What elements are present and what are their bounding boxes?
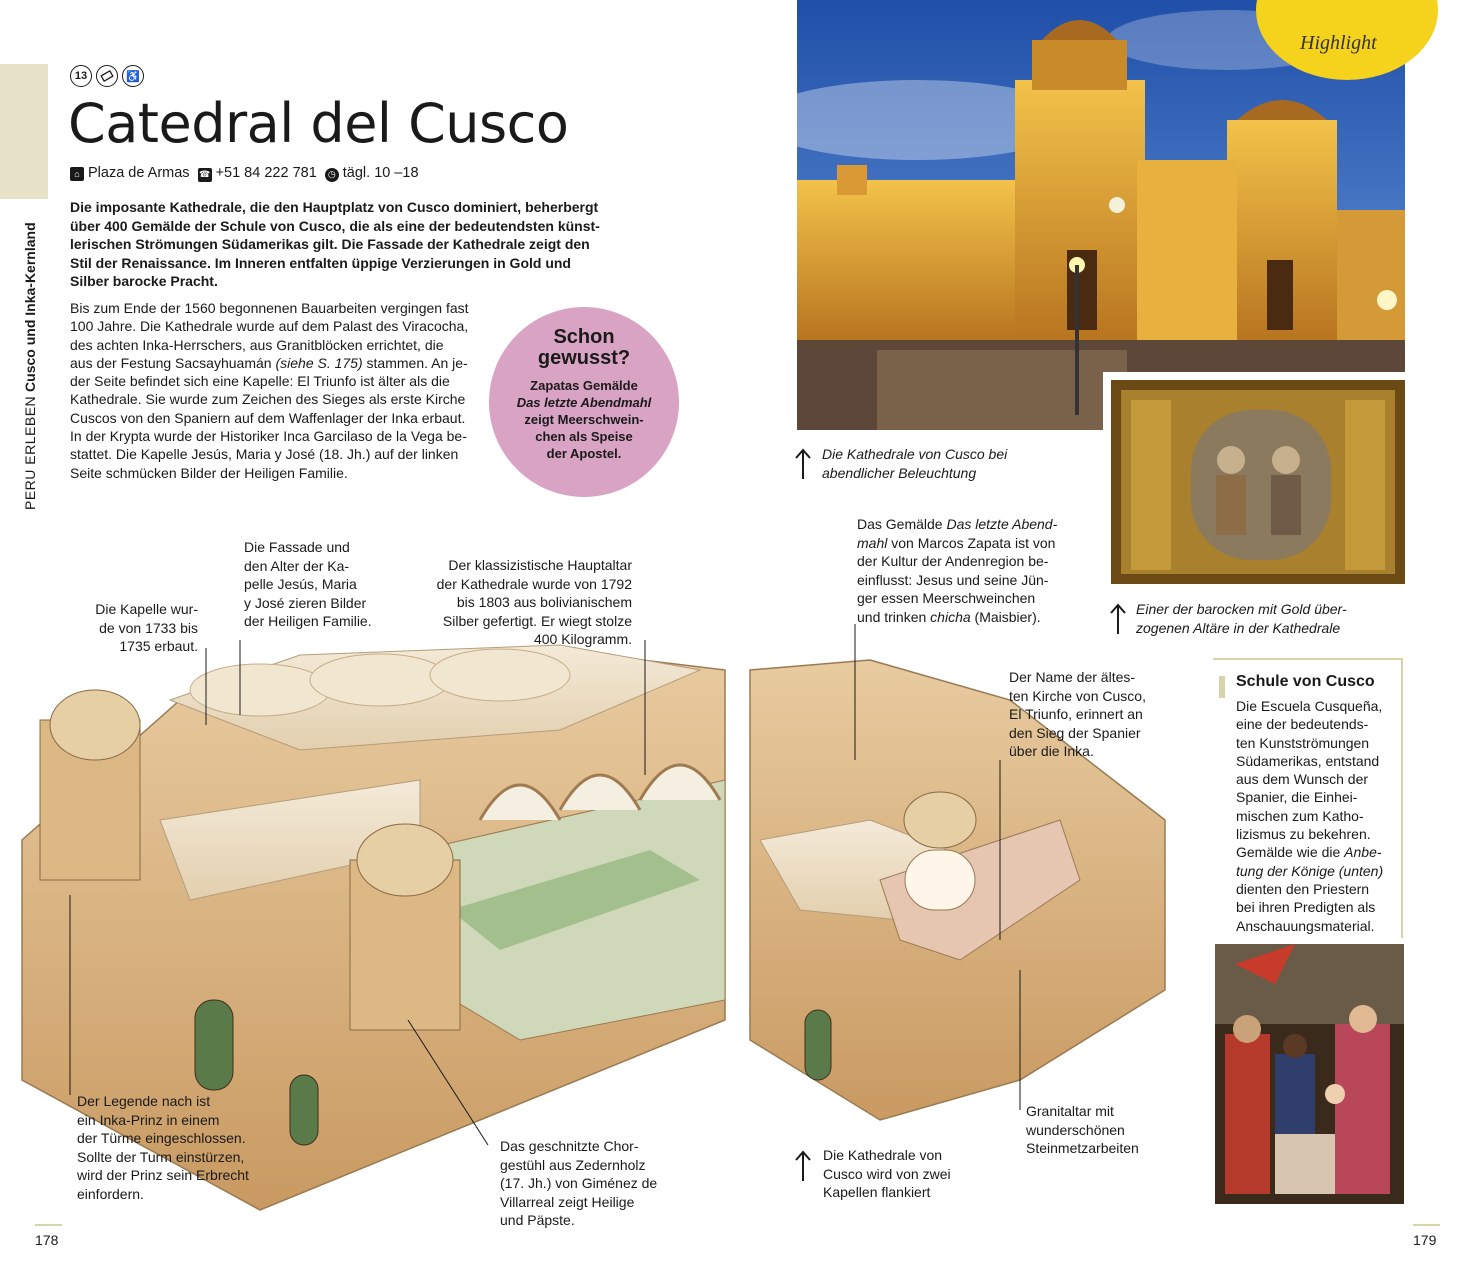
caption-line: Cusco wird von zwei [823, 1165, 951, 1182]
label-line: wunderschönen [1026, 1121, 1125, 1138]
body-line: stattet. Die Kapelle Jesús, Maria y José (18. Jh.) auf der linken [70, 446, 459, 463]
label-line: 400 Kilogramm. [533, 631, 632, 647]
arrow-up-icon [793, 1149, 813, 1183]
label-line: ger essen Meerschweinchen [857, 590, 1036, 606]
label-line: und Päpste. [500, 1212, 575, 1228]
label-line: 1735 erbaut. [119, 638, 198, 654]
label-line: Sollte der Turm einstürzen, [77, 1148, 245, 1165]
label-line: pelle Jesús, Maria [244, 576, 357, 592]
sidebar-part-italic: Anbe- [1344, 844, 1382, 861]
label-part-italic: chicha [930, 608, 971, 625]
label-line: Granitaltar mit [1026, 1103, 1114, 1119]
adoration-painting-image [1215, 944, 1404, 1204]
page-number-right: 179 [1413, 1232, 1437, 1248]
label-line [857, 534, 1067, 553]
intro-line: Silber barocke Pracht. [70, 273, 218, 289]
label-line [857, 608, 1067, 627]
sidebar-accent-bar [1219, 676, 1225, 698]
did-you-know-bubble [489, 307, 679, 497]
know-line: Zapatas Gemälde [530, 378, 638, 393]
label-line: wird der Prinz sein Erbrecht [77, 1167, 249, 1183]
highlight-badge-text: Highlight [1300, 32, 1377, 54]
label-line: Der Legende nach ist [77, 1093, 211, 1109]
label-legend-prince [77, 1092, 277, 1203]
number-13-icon: 13 [70, 65, 92, 87]
label-part: Das Gemälde [857, 516, 947, 532]
ticket-icon [96, 65, 118, 87]
label-line: Silber gefertigt. Er wiegt stolze [442, 612, 632, 629]
did-you-know-title: Schon gewusst? [537, 326, 631, 369]
section-label [22, 210, 52, 510]
home-icon: ⌂ [70, 167, 84, 181]
label-line: den Sieg der Spanier [1009, 724, 1141, 741]
label-line: der Heiligen Familie. [244, 613, 372, 629]
label-line: Der klassizistische Hauptaltar [448, 557, 632, 573]
page-title: Catedral del Cusco [68, 92, 569, 155]
label-line: y José zieren Bilder [244, 594, 367, 611]
caption-line: abendlicher Beleuchtung [822, 464, 977, 481]
arrow-up-icon [793, 447, 813, 481]
clock-icon: ◷ [325, 168, 339, 182]
label-chapel-built [94, 600, 198, 656]
caption-line: Kapellen flankiert [823, 1184, 931, 1200]
label-line [857, 515, 1067, 534]
caption-line: Die Kathedrale von Cusco bei [822, 446, 1008, 462]
intro-line: Stil der Renaissance. Im Inneren entfalten üppige Verzierungen in Gold und [70, 254, 571, 271]
label-line: über die Inka. [1009, 743, 1094, 759]
label-line: Die Kapelle wur- [95, 601, 198, 617]
label-line: El Triunfo, erinnert an [1009, 706, 1143, 722]
label-line: der Kathedrale wurde von 1792 [436, 575, 632, 592]
caption-flanked [823, 1146, 1003, 1202]
address [70, 165, 190, 181]
label-line: den Alter der Ka- [244, 557, 350, 574]
label-el-triunfo [1009, 668, 1159, 761]
label-line: Der Name der ältes- [1009, 669, 1136, 685]
label-line: Das geschnitzte Chor- [500, 1138, 639, 1154]
hours [325, 165, 419, 182]
know-line-italic: Das letzte Abendmahl [516, 395, 652, 410]
label-main-altar [420, 556, 632, 649]
intro-line: lerischen Strömungen Südamerikas gilt. Die Fassade der Kathedrale zeigt den [70, 236, 590, 252]
sidebar-part-italic: tung der Könige (unten) [1236, 862, 1384, 879]
label-line: gestühl aus Zedernholz [500, 1156, 646, 1173]
page-number-left: 178 [35, 1232, 59, 1248]
know-line: der Apostel. [546, 446, 622, 461]
caption-line: Einer der barocken mit Gold über- [1136, 601, 1347, 617]
label-line: der Türme eingeschlossen. [77, 1130, 246, 1146]
phone-text: +51 84 222 781 [215, 165, 317, 181]
label-line: der Kultur der Andenregion be- [857, 553, 1049, 569]
section-label-light: PERU ERLEBEN [22, 395, 38, 510]
label-line: ten Kirche von Cusco, [1009, 687, 1146, 704]
label-line: ein Inka-Prinz in einem [77, 1111, 220, 1128]
did-you-know-text [514, 377, 654, 462]
label-line: bis 1803 aus bolivianischem [456, 594, 632, 610]
label-line: de von 1733 bis [99, 619, 198, 636]
body-line: Cuscos von den Spaniern auf dem Waffenlager der Inka erbaut. [70, 409, 466, 426]
sidebar-line: Anschauungsmaterial. [1236, 917, 1375, 934]
sidebar-line: bei ihren Predigten als [1236, 899, 1376, 916]
section-label-bold: Cusco und Inka-Kernland [22, 222, 38, 392]
sidebar-part: Gemälde wie die [1236, 844, 1345, 861]
body-line: der Seite befindet sich eine Kapelle: El Triunfo ist älter als die [70, 373, 450, 390]
label-choir-stalls [500, 1137, 680, 1230]
sidebar-line: ten Kunstströmungen [1236, 734, 1370, 751]
info-row [70, 165, 419, 182]
know-line: zeigt Meerschwein- [524, 412, 644, 427]
intro-line: über 400 Gemälde der Schule von Cusco, die als eine der bedeutendsten künst- [70, 217, 600, 234]
sidebar-line: eine der bedeutends- [1236, 716, 1369, 733]
label-line: einfordern. [77, 1185, 144, 1202]
body-line: 100 Jahre. Die Kathedrale wurde auf dem Palast des Viracocha, [70, 318, 469, 335]
sidebar-line: Spanier, die Einhei- [1236, 789, 1358, 806]
label-part-italic: mahl [857, 534, 888, 551]
label-part: von Marcos Zapata ist von [887, 534, 1056, 551]
label-line: (17. Jh.) von Giménez de [500, 1175, 658, 1191]
phone [198, 165, 317, 182]
know-line: chen als Speise [535, 429, 633, 444]
caption-line: zogenen Altäre in der Kathedrale [1136, 619, 1341, 636]
body-line: des achten Inka-Herrschers, aus Granitblöcken errichtet, die [70, 336, 444, 353]
intro-line: Die imposante Kathedrale, die den Hauptplatz von Cusco dominiert, beherbergt [70, 199, 599, 215]
sidebar-line: Die Escuela Cusqueña, [1236, 698, 1383, 714]
page-number-rule [35, 1224, 62, 1226]
label-line: Villarreal zeigt Heilige [500, 1193, 635, 1210]
sidebar-line: lizismus zu bekehren. [1236, 826, 1371, 843]
page-reference: (siehe S. 175) [275, 354, 363, 371]
icon-row [70, 65, 144, 87]
wheelchair-icon: ♿ [122, 65, 144, 87]
label-granite-altar [1026, 1102, 1166, 1158]
body-line [70, 354, 480, 372]
sidebar-line [1236, 843, 1401, 861]
sidebar-line [1236, 862, 1401, 880]
body-line: Bis zum Ende der 1560 begonnenen Bauarbeiten vergingen fast [70, 300, 469, 316]
body-paragraph [70, 299, 480, 482]
address-text: Plaza de Armas [88, 165, 190, 182]
label-part: (Maisbier). [970, 608, 1041, 625]
intro-paragraph [70, 198, 600, 291]
body-text-part: stammen. An je- [362, 354, 468, 371]
label-line: Die Fassade und [244, 539, 350, 555]
section-tab [0, 64, 48, 199]
sidebar-border-right [1401, 658, 1403, 938]
phone-icon: ☎ [198, 168, 212, 182]
hours-text: tägl. 10 –18 [342, 165, 419, 181]
sidebar-line: mischen zum Katho- [1236, 807, 1364, 824]
caption-line: Die Kathedrale von [823, 1147, 943, 1163]
sidebar-text [1236, 697, 1401, 935]
label-facade [244, 538, 384, 631]
page-number-rule [1413, 1224, 1440, 1226]
label-part: und trinken [857, 608, 931, 625]
sidebar-line: dienten den Priestern [1236, 880, 1370, 897]
label-line: Steinmetzarbeiten [1026, 1140, 1139, 1156]
sidebar-border-top [1213, 658, 1403, 660]
sidebar-line: aus dem Wunsch der [1236, 771, 1369, 788]
body-line: Kathedrale. Sie wurde zum Zeichen des Sieges als erste Kirche [70, 391, 466, 408]
sidebar-title: Schule von Cusco [1236, 673, 1375, 690]
label-line: einflusst: Jesus und seine Jün- [857, 571, 1049, 588]
body-line: In der Krypta wurde der Historiker Inca Garcilaso de la Vega be- [70, 428, 467, 445]
body-line: Seite schmücken Bilder der Heiligen Familie. [70, 464, 348, 481]
label-part-italic: Das letzte Abend- [946, 516, 1058, 532]
sidebar-line: Südamerikas, entstand [1236, 752, 1380, 769]
label-last-supper [857, 515, 1067, 626]
caption-night-photo [822, 445, 1082, 482]
body-text-part: aus der Festung Sacsayhuamán [70, 354, 276, 371]
